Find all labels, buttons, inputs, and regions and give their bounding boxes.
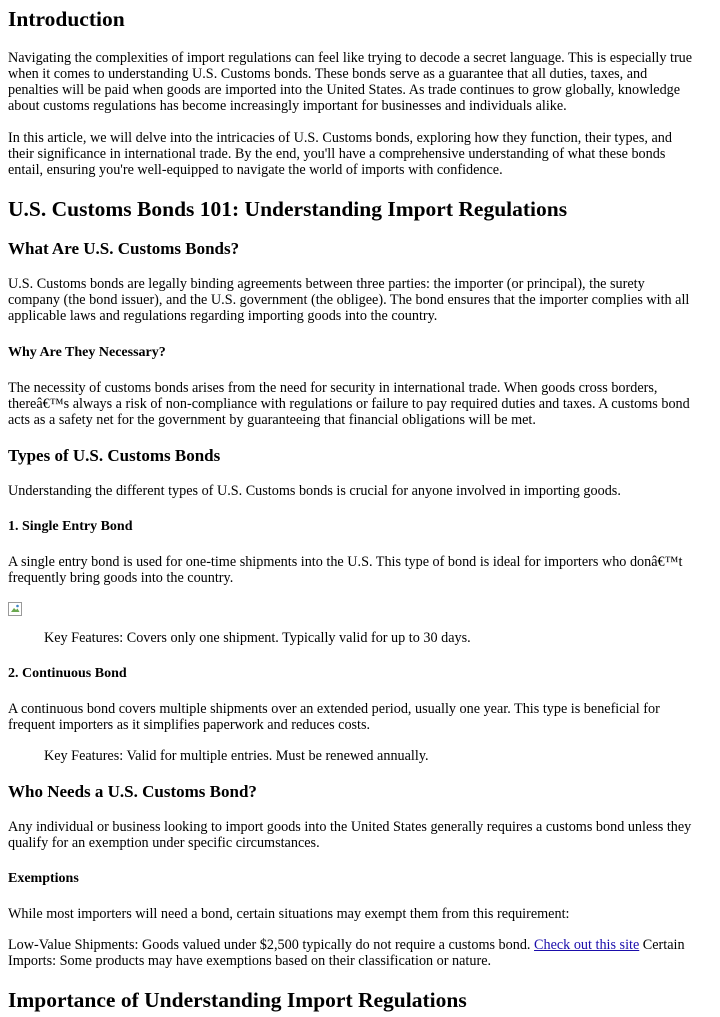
intro-heading: Introduction xyxy=(8,7,125,31)
single-entry-features: Key Features: Covers only one shipment. Typically valid for up to 30 days. xyxy=(44,630,471,646)
exemptions-text-after: Certain xyxy=(639,937,685,953)
continuous-features: Key Features: Valid for multiple entries. Must be renewed annually. xyxy=(44,748,429,764)
single-entry-line: frequently bring goods into the country. xyxy=(8,570,234,586)
intro-paragraph-1-line: Navigating the complexities of import regulations can feel like trying to decode a secret language. This is especially true xyxy=(8,50,693,66)
intro-paragraph-1-line: about customs regulations has become increasingly important for businesses and individuals alike. xyxy=(8,98,567,114)
why-paragraph-line: acts as a safety net for the government by guaranteeing that financial obligations will be met. xyxy=(8,412,536,428)
why-paragraph-line: thereâ€™s always a risk of non-compliance with regulations or failure to pay required duties and taxes. A customs bond xyxy=(8,396,690,412)
what-paragraph-line: applicable laws and regulations regarding importing goods into the country. xyxy=(8,308,438,324)
exemptions-text-before: Low-Value Shipments: Goods valued under $2,500 typically do not require a customs bond. xyxy=(8,937,535,953)
intro-paragraph-1-line: penalties will be paid when goods are imported into the United States. As trade continues to grow globally, knowledge xyxy=(8,82,681,98)
types-intro: Understanding the different types of U.S. Customs bonds is crucial for anyone involved in importing goods. xyxy=(8,483,621,499)
intro-paragraph-1-line: when it comes to understanding U.S. Customs bonds. These bonds serve as a guarantee that all duties, taxes, and xyxy=(8,66,648,82)
who-paragraph-line: Any individual or business looking to import goods into the United States generally requires a customs bond unless they xyxy=(8,819,692,835)
what-paragraph-line: U.S. Customs bonds are legally binding agreements between three parties: the importer (or principal), the surety xyxy=(8,276,645,292)
broken-image-icon xyxy=(8,602,22,616)
exemptions-line xyxy=(8,937,685,953)
exemptions-line: Imports: Some products may have exemptions based on their classification or nature. xyxy=(8,953,492,969)
subheading-single-entry: 1. Single Entry Bond xyxy=(8,519,133,534)
subheading-who: Who Needs a U.S. Customs Bond? xyxy=(8,782,257,801)
subheading-what: What Are U.S. Customs Bonds? xyxy=(8,239,240,258)
who-paragraph-line: qualify for an exemption under specific circumstances. xyxy=(8,835,320,851)
section-heading: Importance of Understanding Import Regulations xyxy=(8,988,467,1012)
section-heading: U.S. Customs Bonds 101: Understanding Import Regulations xyxy=(8,197,568,221)
intro-paragraph-2-line: entail, ensuring you're well-equipped to navigate the world of imports with confidence. xyxy=(8,162,503,178)
what-paragraph-line: company (the bond issuer), and the U.S. government (the obligee). The bond ensures that the importer complies with all xyxy=(8,292,690,308)
intro-paragraph-2-line: their significance in international trade. By the end, you'll have a comprehensive understanding of what these bonds xyxy=(8,146,666,162)
exemptions-intro: While most importers will need a bond, certain situations may exempt them from this requirement: xyxy=(8,906,570,922)
subheading-types: Types of U.S. Customs Bonds xyxy=(8,446,221,465)
check-out-site-link[interactable]: Check out this site xyxy=(534,937,640,953)
subheading-continuous: 2. Continuous Bond xyxy=(8,666,127,681)
continuous-line: A continuous bond covers multiple shipments over an extended period, usually one year. This type is beneficial for xyxy=(8,701,660,717)
why-paragraph-line: The necessity of customs bonds arises from the need for security in international trade. When goods cross borders, xyxy=(8,380,658,396)
intro-paragraph-2-line: In this article, we will delve into the intricacies of U.S. Customs bonds, exploring how they function, their types, and xyxy=(8,130,672,146)
single-entry-line: A single entry bond is used for one-time shipments into the U.S. This type of bond is ideal for importers who donâ€™t xyxy=(8,554,683,570)
subheading-why: Why Are They Necessary? xyxy=(8,345,166,360)
subheading-exemptions: Exemptions xyxy=(8,871,79,886)
continuous-line: frequent importers as it simplifies paperwork and reduces costs. xyxy=(8,717,371,733)
